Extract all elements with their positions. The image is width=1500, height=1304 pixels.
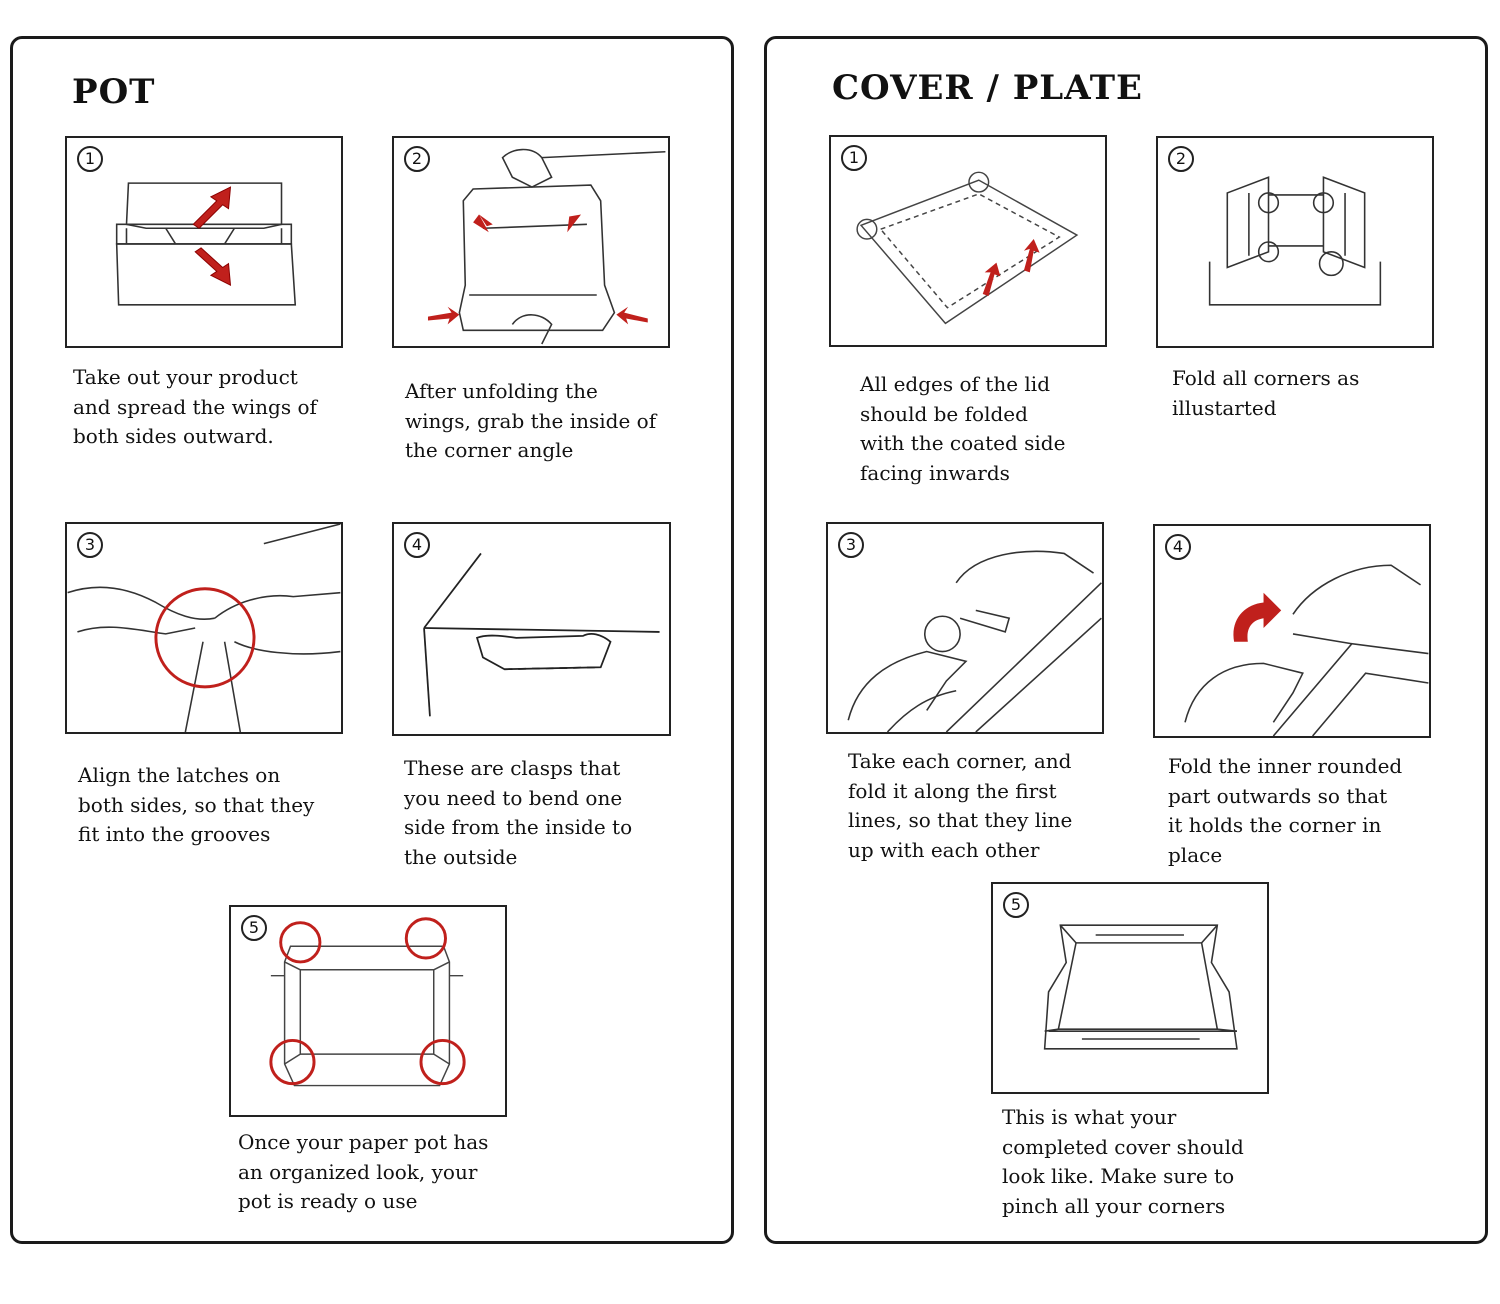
pot-step-3-caption: Align the latches on both sides, so that they fit into the grooves [78, 763, 315, 846]
box-blank-wings-icon [67, 138, 341, 346]
pot-step-5-caption: Once your paper pot has an organized look, your pot is ready o use [238, 1130, 489, 1213]
cover-title: COVER / PLATE [832, 68, 1143, 108]
step-number-badge: 3 [77, 532, 103, 558]
cover-step-2-illustration [1156, 136, 1434, 348]
cover-step-3-caption: Take each corner, and fold it along the first lines, so that they line up with each other [848, 749, 1073, 862]
cover-step-1-caption: All edges of the lid should be folded with the coated side facing inwards [860, 372, 1066, 485]
hands-aligning-latches-icon [67, 524, 341, 732]
step-number-badge: 2 [404, 146, 430, 172]
cover-step-5-illustration [991, 882, 1269, 1094]
hands-folding-rounded-part-icon [1155, 526, 1429, 736]
step-number-badge: 5 [241, 915, 267, 941]
pot-step-4-illustration [392, 522, 671, 736]
step-number-badge: 1 [841, 145, 867, 171]
step-number-badge: 4 [1165, 534, 1191, 560]
cover-step-4-caption: Fold the inner rounded part outwards so that it holds the corner in place [1168, 754, 1403, 867]
pot-step-4-caption: These are clasps that you need to bend one side from the inside to the outside [404, 756, 633, 869]
pot-step-2-caption: After unfolding the wings, grab the inside of the corner angle [405, 379, 657, 462]
step-number-badge: 4 [404, 532, 430, 558]
finished-cover-tray-icon [993, 884, 1267, 1092]
pot-title: POT [72, 72, 156, 112]
cover-step-3-illustration [826, 522, 1104, 734]
step-number-badge: 3 [838, 532, 864, 558]
step-number-badge: 1 [77, 146, 103, 172]
pot-step-1-illustration [65, 136, 343, 348]
pot-step-5-illustration [229, 905, 507, 1117]
cover-step-5-caption: This is what your completed cover should look like. Make sure to pinch all your corners [1002, 1105, 1244, 1218]
hands-pulling-corners-icon [394, 138, 668, 346]
lid-edges-fold-icon [831, 137, 1105, 345]
pot-step-1-caption: Take out your product and spread the wings of both sides outward. [73, 365, 317, 448]
cover-step-2-caption: Fold all corners as illustarted [1172, 366, 1360, 420]
clasp-detail-icon [394, 524, 669, 734]
step-number-badge: 5 [1003, 892, 1029, 918]
finished-pot-icon [231, 907, 505, 1115]
cover-step-1-illustration [829, 135, 1107, 347]
cover-step-4-illustration [1153, 524, 1431, 738]
step-number-badge: 2 [1168, 146, 1194, 172]
hands-folding-corner-icon [828, 524, 1102, 732]
pot-step-2-illustration [392, 136, 670, 348]
lid-corners-folded-icon [1158, 138, 1432, 346]
pot-step-3-illustration [65, 522, 343, 734]
